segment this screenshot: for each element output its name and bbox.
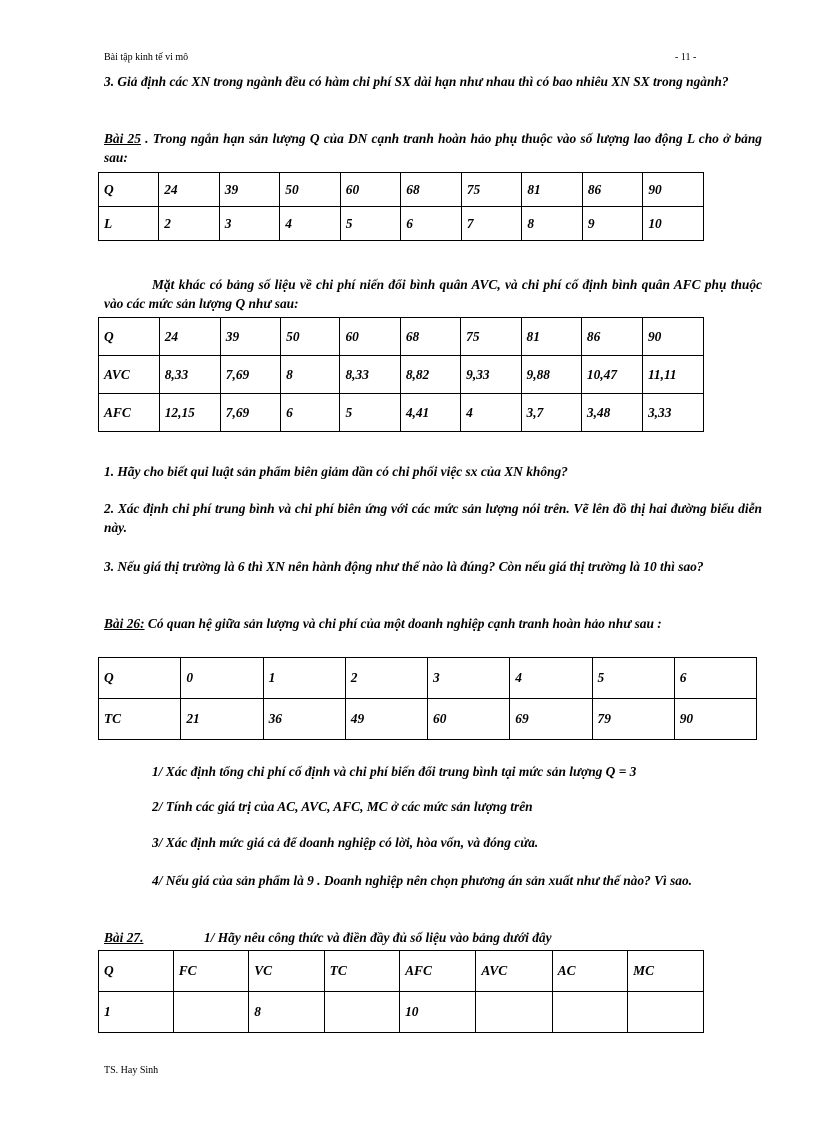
table-cell — [173, 992, 248, 1033]
table-cell: Q — [99, 318, 160, 356]
table-cell: 79 — [592, 699, 674, 740]
table-cell: TC — [99, 699, 181, 740]
bai25-q2: 2. Xác định chi phí trung bình và chi phí biên ứng với các mức sản lượng nói trên. Vẽ lên đồ thị hai đường biểu diễn này. — [104, 501, 762, 535]
table-cell: 11,11 — [642, 356, 703, 394]
table-cell: 4 — [510, 658, 592, 699]
table-row — [99, 394, 704, 432]
table-cell — [324, 992, 399, 1033]
table-costs — [98, 950, 704, 1033]
table-cell: 86 — [582, 173, 643, 207]
table-cell: 1 — [99, 992, 174, 1033]
bai25-q3: 3. Nếu giá thị trường là 6 thì XN nên hành động như thế nào là đúng? Còn nếu giá thị trường là 10 thì sao? — [104, 559, 704, 574]
table-cell: 8 — [249, 992, 324, 1033]
table-cell: 6 — [401, 207, 462, 241]
bai26-q2: 2/ Tính các giá trị của AC, AVC, AFC, MC ở các mức sản lượng trên — [152, 799, 533, 814]
table-cell: 39 — [219, 173, 280, 207]
table-cell: 68 — [401, 173, 462, 207]
table-row — [99, 992, 704, 1033]
table-cell: 9,33 — [461, 356, 521, 394]
table-cell: 69 — [510, 699, 592, 740]
table-cell: 0 — [181, 658, 263, 699]
table-cell: 60 — [428, 699, 510, 740]
page-number: - 11 - — [675, 52, 697, 63]
table-row — [99, 318, 704, 356]
table-cell: 8,33 — [159, 356, 220, 394]
table-cell: 3,48 — [581, 394, 642, 432]
bai26-intro — [104, 614, 762, 633]
table-cell: 81 — [522, 173, 583, 207]
table-cell: L — [99, 207, 159, 241]
table-cell: 36 — [263, 699, 345, 740]
table-cell: 8 — [281, 356, 340, 394]
table-cell: 10,47 — [581, 356, 642, 394]
table-cell: 9 — [582, 207, 643, 241]
table-cell: FC — [173, 951, 248, 992]
table-cell: 8,82 — [400, 356, 460, 394]
table-cell: AVC — [99, 356, 160, 394]
table-cell: 39 — [220, 318, 280, 356]
table-cell: 8,33 — [340, 356, 400, 394]
header-title: Bài tập kinh tế vi mô — [104, 52, 189, 63]
table-cell — [552, 992, 627, 1033]
bai25-intro-text: . Trong ngắn hạn sản lượng Q của DN cạnh tranh hoàn hảo phụ thuộc vào số lượng lao động L cho ở bảng sau: — [104, 131, 762, 165]
table-cell: 5 — [340, 207, 401, 241]
table-cell: 24 — [159, 173, 220, 207]
table-q-l — [98, 172, 704, 241]
table-cell: 7 — [461, 207, 522, 241]
table-cell: 3 — [428, 658, 510, 699]
table-cell: 68 — [400, 318, 460, 356]
table-cell: 6 — [281, 394, 340, 432]
table-cell: 3 — [219, 207, 280, 241]
table-cell: 3,33 — [642, 394, 703, 432]
table-cell: 60 — [340, 173, 401, 207]
bai26-intro-text: Có quan hệ giữa sản lượng và chi phí của một doanh nghiệp cạnh tranh hoàn hảo như sau : — [144, 616, 662, 631]
table-row — [99, 951, 704, 992]
table-cell — [628, 992, 704, 1033]
table-row — [99, 699, 757, 740]
table-cell: 1 — [263, 658, 345, 699]
table-cell: 4 — [280, 207, 341, 241]
table-cell: 2 — [345, 658, 427, 699]
table-row — [99, 207, 704, 241]
table-cell: 4,41 — [400, 394, 460, 432]
table-cell: 6 — [674, 658, 756, 699]
table-cell: MC — [628, 951, 704, 992]
table-cell: 7,69 — [220, 394, 280, 432]
table-cell: AFC — [99, 394, 160, 432]
footer-author: TS. Hay Sinh — [104, 1065, 159, 1076]
table-cell: 86 — [581, 318, 642, 356]
table-cell: Q — [99, 173, 159, 207]
table-cell: 50 — [280, 173, 341, 207]
table-cell: 75 — [461, 318, 521, 356]
table-cell: 90 — [674, 699, 756, 740]
bai26-label: Bài 26: — [104, 616, 145, 631]
table-cell: 4 — [461, 394, 521, 432]
table-cell: 90 — [643, 173, 704, 207]
table-cell: 10 — [643, 207, 704, 241]
table-cell: 24 — [159, 318, 220, 356]
table-cell: 7,69 — [220, 356, 280, 394]
table-cell: VC — [249, 951, 324, 992]
table-cell: 49 — [345, 699, 427, 740]
table-cell: 21 — [181, 699, 263, 740]
bai25-intro — [104, 129, 762, 167]
table-cell: 75 — [461, 173, 522, 207]
table-row — [99, 356, 704, 394]
table-cell: 60 — [340, 318, 400, 356]
table-cell: 90 — [642, 318, 703, 356]
table-cell: 2 — [159, 207, 220, 241]
table-cell: 12,15 — [159, 394, 220, 432]
bai27-intro-text: 1/ Hãy nêu công thức và điền đầy đủ số liệu vào bảng dưới đây — [204, 930, 552, 945]
table-row — [99, 173, 704, 207]
bai26-q3: 3/ Xác định mức giá cả để doanh nghiệp có lời, hòa vốn, và đóng cửa. — [152, 835, 539, 850]
bai26-q4: 4/ Nếu giá của sản phẩm là 9 . Doanh nghiệp nên chọn phương án sản xuất như thế nào? Vì sao. — [152, 873, 693, 888]
table-cell: 5 — [340, 394, 400, 432]
question-3-top: 3. Giả định các XN trong ngành đều có hàm chi phí SX dài hạn như nhau thì có bao nhiêu XN SX trong ngành? — [104, 74, 729, 89]
table-cell: AFC — [400, 951, 476, 992]
bai25-q1: 1. Hãy cho biết qui luật sản phẩm biên giảm dần có chi phối việc sx của XN không? — [104, 464, 568, 479]
table-cell — [476, 992, 552, 1033]
table-cell: 50 — [281, 318, 340, 356]
table-cell: AVC — [476, 951, 552, 992]
bai27-intro — [104, 928, 762, 947]
table-cell: 5 — [592, 658, 674, 699]
table-cell: 8 — [522, 207, 583, 241]
table-q-tc — [98, 657, 757, 740]
table-row — [99, 658, 757, 699]
table-cell: 10 — [400, 992, 476, 1033]
bai25-label: Bài 25 — [104, 131, 141, 146]
table-cell: TC — [324, 951, 399, 992]
table-cell: AC — [552, 951, 627, 992]
table-cell: Q — [99, 658, 181, 699]
bai27-label: Bài 27. — [104, 930, 144, 945]
bai25-para2: Mặt khác có bảng số liệu về chi phí niến đổi bình quân AVC, và chi phí cố định bình quân AFC phụ thuộc vào các mức sản lượng Q như sau: — [104, 277, 762, 311]
table-cell: 81 — [521, 318, 581, 356]
table-cell: Q — [99, 951, 174, 992]
table-cell: 3,7 — [521, 394, 581, 432]
bai26-q1: 1/ Xác định tổng chi phí cố định và chi phí biến đổi trung bình tại mức sản lượng Q = 3 — [152, 764, 637, 779]
table-avc-afc — [98, 317, 704, 432]
table-cell: 9,88 — [521, 356, 581, 394]
